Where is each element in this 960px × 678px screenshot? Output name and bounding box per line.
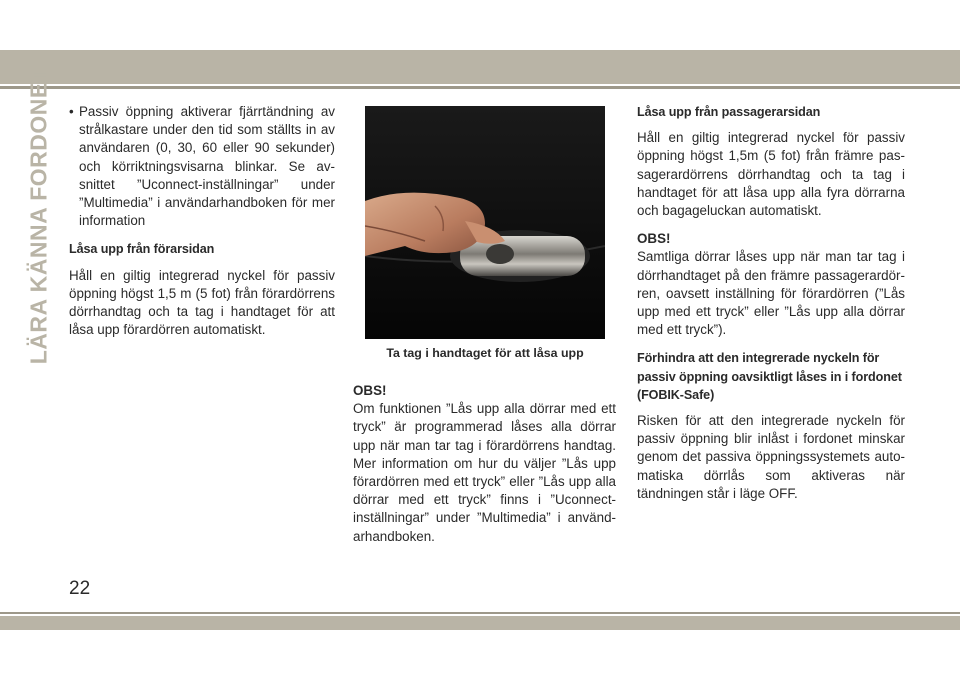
section-side-tab <box>25 67 53 365</box>
side-tab-label: LÄRA KÄNNA FORDONET <box>25 67 52 365</box>
note-text: Om funktionen ”Lås upp alla dörrar med ett tryck” är programmerad låses alla dörrar upp när man tar tag i förardörrens handtag. Mer information om hur du väljer ”Lås upp förardörren med ett tryck” eller ”Lås upp alla dörrar med ett tryck” finns i ”Uconnect-inställningar” under ”Multimedia” i användarhandboken. <box>353 401 616 544</box>
note-block <box>637 230 905 339</box>
bullet-marker: • <box>69 104 74 119</box>
footer-rule <box>0 612 960 614</box>
door-handle-photo <box>365 106 605 339</box>
note-label: OBS! <box>353 383 387 398</box>
bullet-text: Passiv öppning aktiverar fjärrtändning av strålkastare under den tid som ställts in av användaren (0, 30, 60 eller 90 sekunder) och körriktningsvisarna blinkar. Se avsnittet ”Uconnect-inställningar” under ”Multimedia” i användarhandboken för mer information <box>79 104 335 229</box>
hand-on-door-handle-photo-icon <box>365 106 605 339</box>
paragraph-fobik-safe: Risken för att den integrerade nyckeln för passiv öppning blir inlåst i fordonet minskar genom det passiva öppningssystemets automatiska dörrlås som aktiveras när tändningen står i läge OFF. <box>637 413 905 501</box>
note-block <box>353 382 616 546</box>
note-label: OBS! <box>637 231 671 247</box>
page-number: 22 <box>69 578 91 599</box>
photo-caption: Ta tag i handtaget för att låsa upp <box>386 346 584 360</box>
bullet-item <box>69 103 335 230</box>
paragraph-unlock-driver-side: Håll en giltig integrerad nyckel för passiv öppning högst 1,5 m (5 fot) från förardörrens dörrhandtag och ta tag i handtaget för att låsa upp förardörren automatiskt. <box>69 267 335 338</box>
column-left <box>69 103 335 349</box>
paragraph-unlock-passenger-side: Håll en giltig integrerad nyckel för passiv öppning högst 1,5m (5 fot) från främre passagerardörrens dörrhandtag och ta tag i handtaget för att låsa upp alla fyra dörrarna och bagageluckan automatiskt. <box>637 130 905 219</box>
header-band <box>0 50 960 84</box>
heading-fobik-safe: Förhindra att den integrerade nyckeln för passiv öppning oavsiktligt låses in i fordonet (FOBIK-Safe) <box>637 351 902 402</box>
heading-unlock-driver-side: Låsa upp från förarsidan <box>69 242 215 257</box>
footer-band <box>0 616 960 630</box>
column-right <box>637 103 905 513</box>
header-rule <box>0 86 960 89</box>
heading-unlock-passenger-side: Låsa upp från passagerarsidan <box>637 105 821 119</box>
column-middle <box>353 382 616 556</box>
footer-area <box>0 642 960 678</box>
note-text: Samtliga dörrar låses upp när man tar tag i dörrhandtaget på den främre passagerardörren, oavsett inställning för förardörren (”Lås upp med ett tryck” eller ”Lås upp alla dörrar med ett tryck”). <box>637 249 905 338</box>
